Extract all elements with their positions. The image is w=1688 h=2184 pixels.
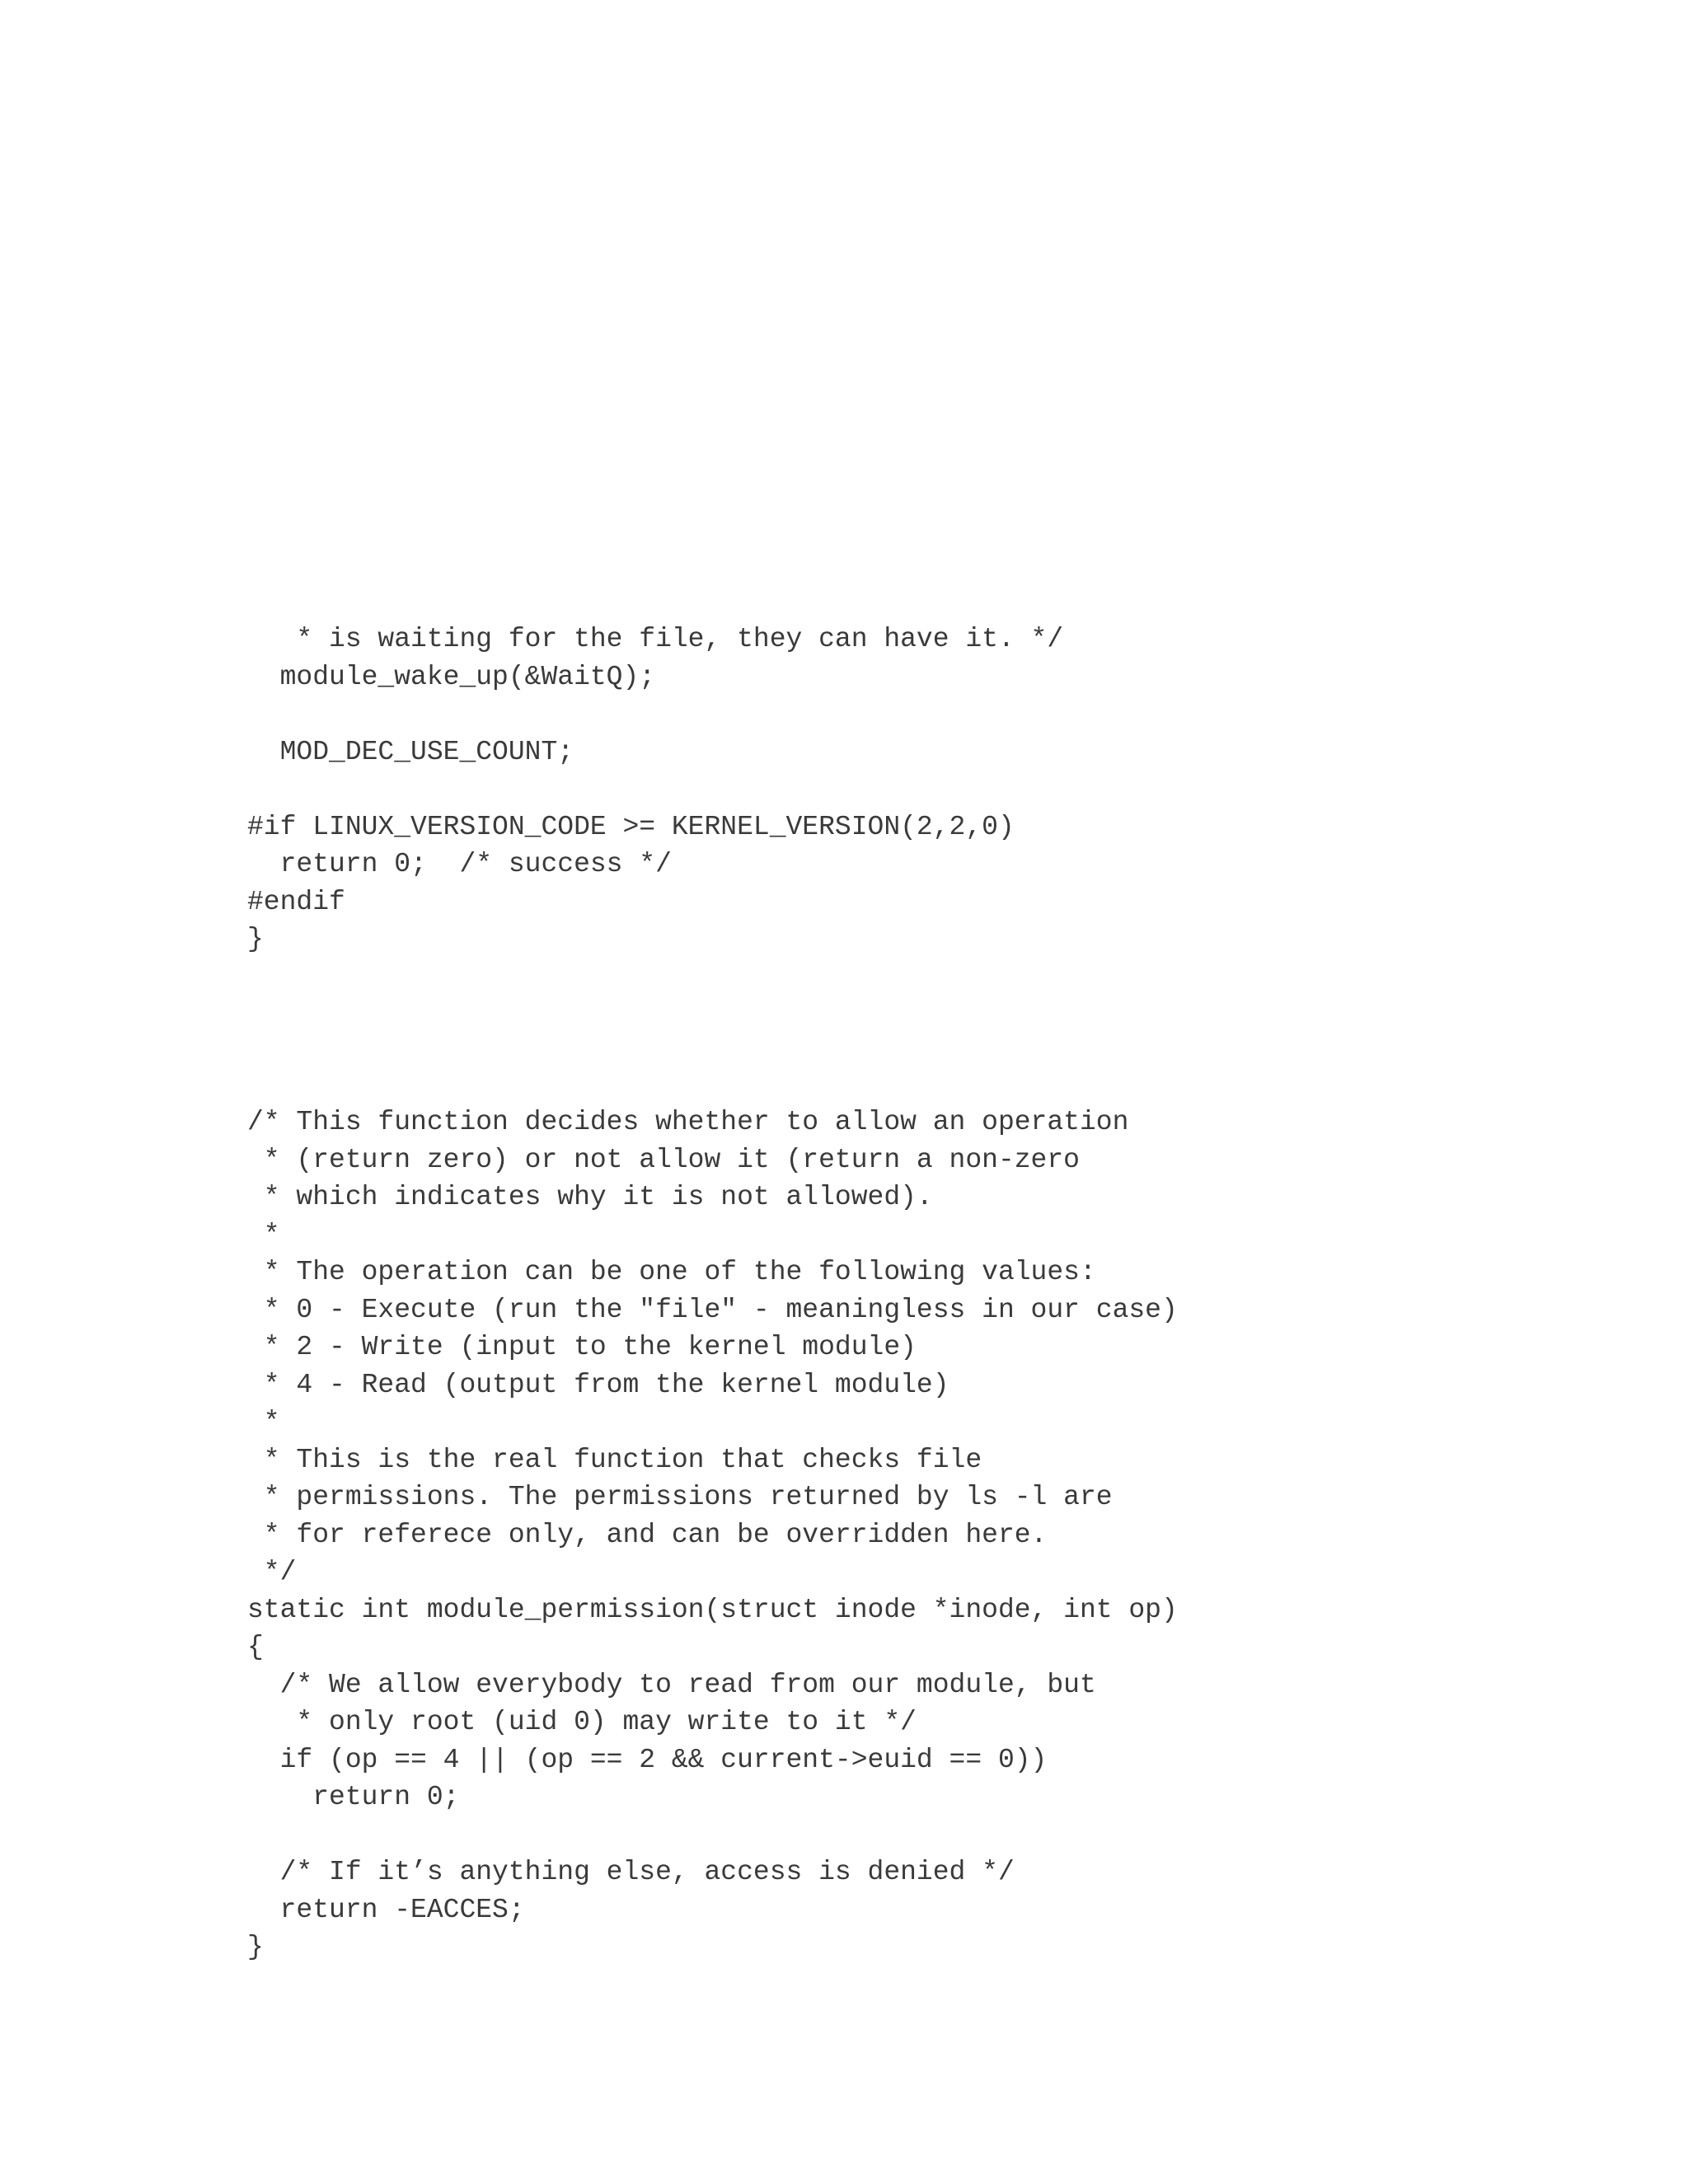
code-line: * [247, 1219, 280, 1250]
code-line: * is waiting for the file, they can have it. */ [247, 624, 1064, 654]
code-line: */ [247, 1557, 297, 1587]
code-line: * The operation can be one of the following values: [247, 1257, 1096, 1287]
code-line: { [247, 1632, 264, 1662]
code-line [247, 696, 1063, 733]
code-line: } [247, 924, 264, 954]
code-line: static int module_permission(struct inode *inode, int op) [247, 1594, 1178, 1625]
code-block-module-permission [247, 1104, 1178, 1966]
code-line: * for referece only, and can be overridden here. [247, 1519, 1048, 1550]
code-line: * permissions. The permissions returned by ls -l are [247, 1482, 1113, 1512]
code-line: * This is the real function that checks file [247, 1444, 982, 1475]
code-line: /* We allow everybody to read from our module, but [247, 1669, 1096, 1700]
code-line: } [247, 1932, 264, 1962]
code-line: * 2 - Write (input to the kernel module) [247, 1332, 917, 1362]
code-line: * only root (uid 0) may write to it */ [247, 1707, 917, 1737]
code-line: * 0 - Execute (run the "file" - meaningless in our case) [247, 1294, 1178, 1325]
code-line: MOD_DEC_USE_COUNT; [247, 736, 574, 767]
code-line: /* This function decides whether to allow an operation [247, 1107, 1129, 1137]
code-line [247, 771, 1063, 808]
code-line: * [247, 1407, 280, 1437]
code-line: * 4 - Read (output from the kernel module) [247, 1369, 950, 1400]
code-block-release-function-end [247, 621, 1063, 958]
code-line: * (return zero) or not allow it (return a non-zero [247, 1144, 1080, 1175]
code-line: #if LINUX_VERSION_CODE >= KERNEL_VERSION(2,2,0) [247, 811, 1015, 842]
code-line: return 0; /* success */ [247, 849, 672, 879]
code-line: module_wake_up(&WaitQ); [247, 661, 656, 692]
code-line: #endif [247, 886, 345, 917]
code-line: if (op == 4 || (op == 2 && current->euid == 0)) [247, 1744, 1048, 1775]
code-line: return -EACCES; [247, 1894, 525, 1925]
code-line: * which indicates why it is not allowed). [247, 1182, 933, 1212]
code-line: return 0; [247, 1782, 460, 1812]
code-line [247, 1816, 1178, 1854]
code-line: /* If it’s anything else, access is denied */ [247, 1857, 1015, 1887]
